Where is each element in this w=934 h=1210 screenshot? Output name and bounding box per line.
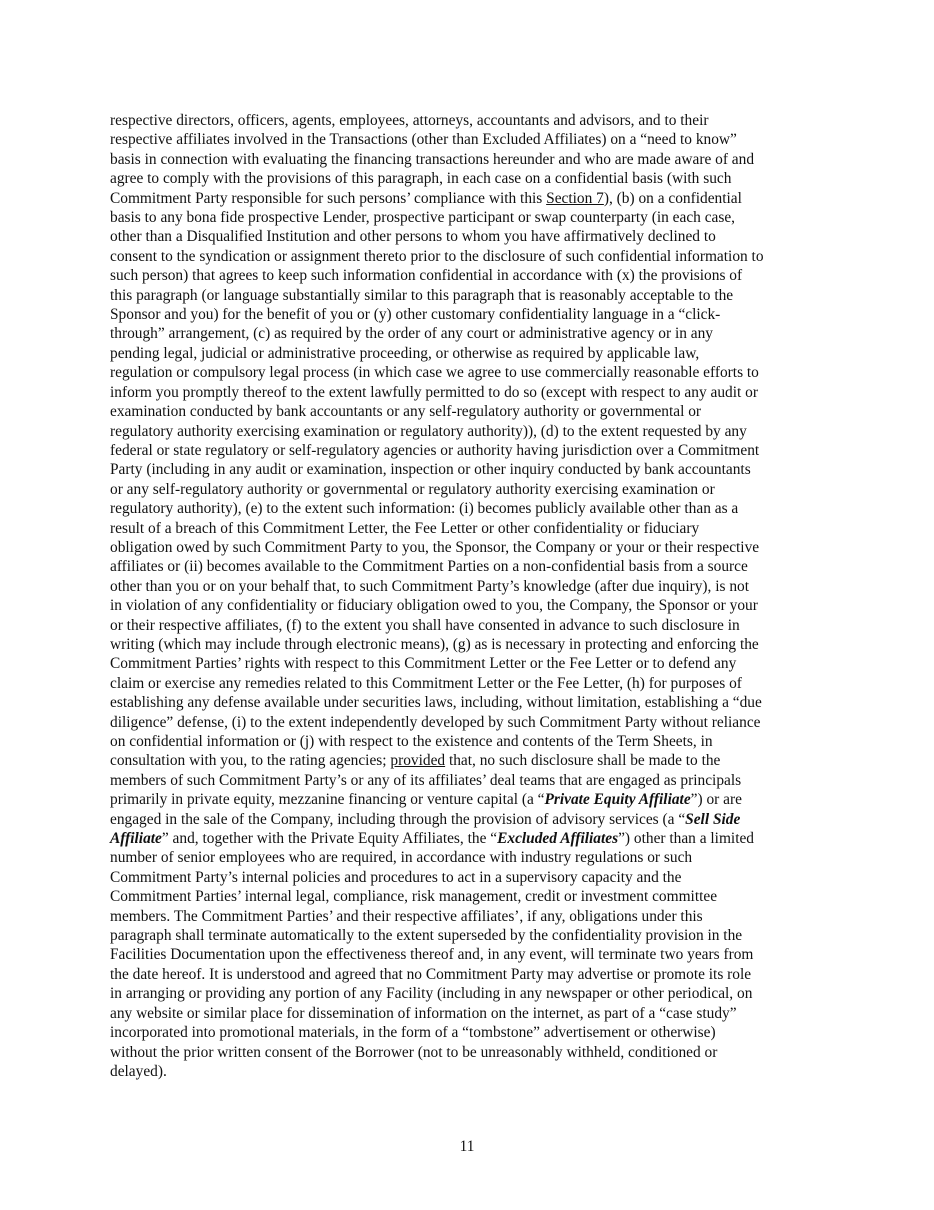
text-line (110, 480, 840, 499)
text-run: Commitment Party responsible for such persons’ compliance with this (110, 189, 547, 207)
text-run: the date hereof. It is understood and agreed that no Commitment Party may advertise or promote its role (110, 965, 752, 983)
text-run: respective affiliates involved in the Transactions (other than Excluded Affiliates) on a “need to know” (110, 131, 737, 149)
text-run: inform you promptly thereof to the extent lawfully permitted to do so (except with respect to any audit or (110, 383, 758, 401)
text-line (110, 790, 840, 809)
text-run: consultation with you, to the rating agencies; (110, 752, 391, 770)
text-run: such person) that agrees to keep such information confidential in accordance with (x) the provisions of (110, 267, 743, 285)
page-number: 11 (459, 1138, 475, 1155)
text-run: on confidential information or (j) with respect to the existence and contents of the Term Sheets, in (110, 733, 713, 750)
text-line (110, 383, 840, 402)
text-run: Facilities Documentation upon the effectiveness thereof and, in any event, will terminate two years from (110, 946, 754, 964)
text-line (110, 596, 840, 615)
text-run: diligence” defense, (i) to the extent independently developed by such Commitment Party without reliance (110, 713, 761, 731)
text-line (110, 111, 840, 130)
text-line (110, 247, 840, 266)
text-line (110, 266, 840, 285)
text-line (110, 363, 840, 382)
text-line (110, 499, 840, 518)
text-run: establishing any defense available under securities laws, including, without limitation, establishing a “due (110, 694, 762, 712)
text-line (110, 441, 840, 460)
text-run: any website or similar place for dissemination of information on the internet, as part of a “case study” (110, 1004, 737, 1022)
text-run: Commitment Party’s internal policies and procedures to act in a supervisory capacity and the (110, 868, 682, 886)
text-run: members of such Commitment Party’s or any of its affiliates’ deal teams that are engaged as principals (110, 771, 742, 789)
text-run: pending legal, judicial or administrative proceeding, or otherwise as required by applicable law, (110, 344, 700, 362)
text-line (110, 305, 840, 324)
text-run: in violation of any confidentiality or fiduciary obligation owed to you, the Company, the Sponsor or your (110, 597, 758, 615)
text-run: result of a breach of this Commitment Letter, the Fee Letter or other confidentiality or fiduciary (110, 519, 700, 537)
text-run: Sponsor and you) for the benefit of you or (y) other customary confidentiality language in a “click- (110, 306, 721, 324)
text-line (110, 169, 840, 188)
text-line (110, 577, 840, 596)
text-line (110, 344, 840, 363)
text-line (110, 286, 840, 305)
text-run: claim or exercise any remedies related to this Commitment Letter or the Fee Letter, (h) for purposes of (110, 674, 742, 692)
text-run: in arranging or providing any portion of any Facility (including in any newspaper or other periodical, on (110, 985, 753, 1003)
text-line (110, 674, 840, 693)
text-run: this paragraph (or language substantially similar to this paragraph that is reasonably acceptable to the (110, 286, 734, 304)
text-run: primarily in private equity, mezzanine financing or venture capital (a “ (110, 791, 545, 809)
text-line (110, 1023, 840, 1042)
text-line (110, 227, 840, 246)
text-line (110, 130, 840, 149)
text-line (110, 1043, 840, 1062)
text-run: consent to the syndication or assignment thereto prior to the disclosure of such confidential information to (110, 247, 764, 265)
text-line (110, 868, 840, 887)
text-line (110, 887, 840, 906)
text-line (110, 1004, 840, 1023)
text-run: regulation or compulsory legal process (in which case we agree to use commercially reasonable efforts to (110, 364, 759, 382)
text-line (110, 907, 840, 926)
text-run: respective directors, officers, agents, employees, attorneys, accountants and advisors, and to their (110, 112, 709, 129)
text-run: examination conducted by bank accountants or any self-regulatory authority or governmental or (110, 403, 702, 421)
text-run: regulatory authority), (e) to the extent such information: (i) becomes publicly available other than as a (110, 500, 739, 518)
text-run: writing (which may include through electronic means), (g) as is necessary in protecting and enforcing the (110, 635, 759, 653)
text-line (110, 693, 840, 712)
text-line (110, 460, 840, 479)
text-line (110, 965, 840, 984)
text-line (110, 402, 840, 421)
text-line (110, 557, 840, 576)
text-line (110, 1062, 840, 1081)
text-run: incorporated into promotional materials, in the form of a “tombstone” advertisement or otherwise) (110, 1024, 716, 1042)
text-run: Commitment Parties’ rights with respect to this Commitment Letter or the Fee Letter or to defend any (110, 655, 737, 673)
defined-term: Affiliate (110, 830, 162, 848)
text-run: that, no such disclosure shall be made to the (445, 752, 721, 770)
defined-term: Excluded Affiliates (497, 830, 619, 848)
text-run: other than you or on your behalf that, to such Commitment Party’s knowledge (after due inquiry), is not (110, 577, 750, 595)
body-paragraph (110, 111, 840, 1081)
text-run: through” arrangement, (c) as required by the order of any court or administrative agency or in any (110, 325, 713, 343)
text-run: affiliates or (ii) becomes available to the Commitment Parties on a non-confidential basis from a source (110, 558, 748, 576)
text-line (110, 984, 840, 1003)
text-line (110, 654, 840, 673)
text-line (110, 324, 840, 343)
text-run: number of senior employees who are required, in accordance with industry regulations or such (110, 849, 693, 867)
text-line (110, 945, 840, 964)
text-line (110, 189, 840, 208)
text-line (110, 150, 840, 169)
text-run: paragraph shall terminate automatically to the extent superseded by the confidentiality provision in the (110, 927, 743, 945)
text-line (110, 519, 840, 538)
text-run: ”) other than a limited (618, 830, 754, 848)
defined-term: Private Equity Affiliate (544, 791, 691, 809)
text-run: Party (including in any audit or examination, inspection or other inquiry conducted by bank accountants (110, 461, 751, 479)
text-run: members. The Commitment Parties’ and their respective affiliates’, if any, obligations under this (110, 907, 703, 925)
text-run: agree to comply with the provisions of this paragraph, in each case on a confidential basis (with such (110, 170, 732, 188)
text-run: federal or state regulatory or self-regulatory agencies or authority having jurisdiction over a Commitment (110, 441, 760, 459)
text-run: other than a Disqualified Institution and other persons to whom you have affirmatively declined to (110, 228, 716, 246)
text-run: ” and, together with the Private Equity Affiliates, the “ (161, 830, 498, 848)
text-run: ”) or are (690, 791, 742, 809)
defined-term: Sell Side (685, 810, 741, 828)
text-line (110, 616, 840, 635)
text-line (110, 422, 840, 441)
text-run: without the prior written consent of the Borrower (not to be unreasonably withheld, conditioned or (110, 1043, 718, 1061)
text-run: obligation owed by such Commitment Party to you, the Sponsor, the Company or your or their respective (110, 538, 760, 556)
text-line (110, 732, 840, 751)
text-line (110, 538, 840, 557)
text-line (110, 713, 840, 732)
text-line (110, 848, 840, 867)
text-run: regulatory authority exercising examination or regulatory authority)), (d) to the extent requested by any (110, 422, 747, 440)
text-line (110, 810, 840, 829)
text-run: Commitment Parties’ internal legal, compliance, risk management, credit or investment committee (110, 888, 718, 906)
text-run: or their respective affiliates, (f) to the extent you shall have consented in advance to such disclosure in (110, 616, 740, 634)
text-run: engaged in the sale of the Company, including through the provision of advisory services (a “ (110, 810, 686, 828)
text-line (110, 208, 840, 227)
text-line (110, 751, 840, 770)
underlined-reference: Section 7 (546, 189, 604, 207)
text-line (110, 771, 840, 790)
text-run: basis to any bona fide prospective Lender, prospective participant or swap counterparty (in each case, (110, 209, 736, 227)
text-line (110, 926, 840, 945)
text-line (110, 829, 840, 848)
text-run: basis in connection with evaluating the financing transactions hereunder and who are made aware of and (110, 150, 755, 168)
text-run: delayed). (110, 1062, 167, 1080)
text-run: or any self-regulatory authority or governmental or regulatory authority exercising examination or (110, 480, 715, 498)
text-run: ), (b) on a confidential (603, 189, 742, 207)
underlined-reference: provided (390, 752, 446, 770)
text-line (110, 635, 840, 654)
